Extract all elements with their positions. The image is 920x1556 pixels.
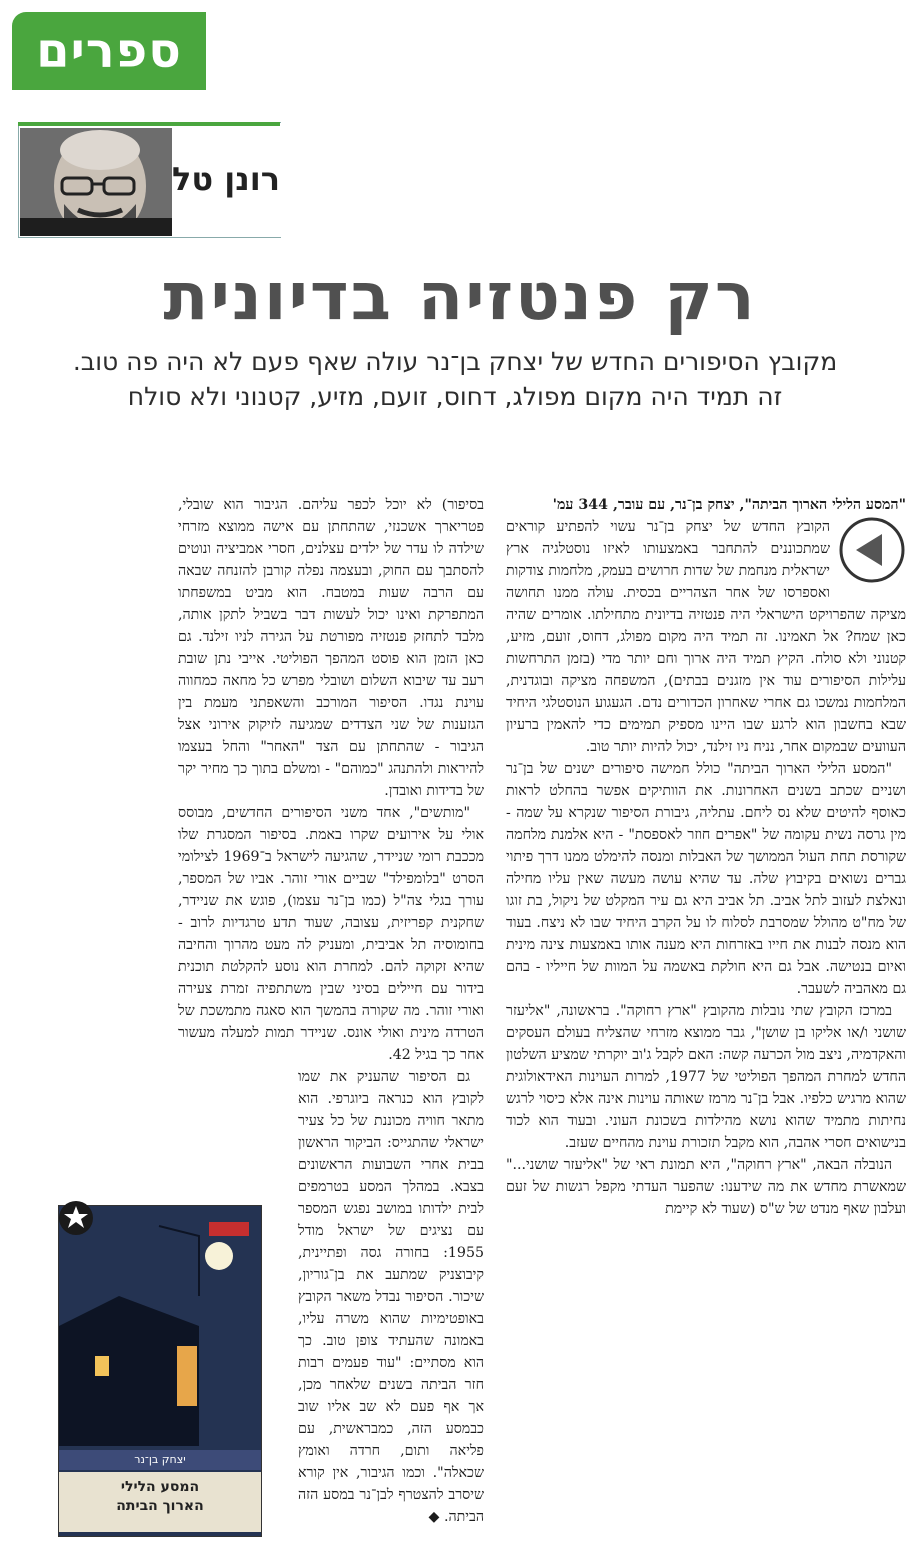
author-accent-bar <box>18 122 280 126</box>
subheadline <box>20 344 890 414</box>
book-cover-title-line-2: הארוך הביתה <box>116 1498 204 1514</box>
article-paragraph: "מותשים", אחד משני הסיפורים החדשים, מבוסס אולי על אירועים שקרו באמת. בסיפור המסגרת שלו מככבת רומי שניידר, שהגיעה לישראל ב־1969 לצילומי הסרט "בלומפילד" שביים אורי זוהר. אביו של המספר, עורך בגלי צה"ל (כמו בן־נר עצמו), פוגש את שניידר, שחקנית קפריזית, עצובה, שעוד תדע טרגדיות לרוב - בחומוסיה תל אביבית, ומעניק לה מעט מהרוך והחיבה שהיא זקוקה להם. למחרת הוא נוסע להקלטת תוכנית בידור עם חיילים בסיני שבין משתתפיה זמרת צעירה ואורי זוהר. מה שקורה בהמשך הוא סאגה מתמשכת של הטרדה מינית ואולי אונס. שניידר תמות למעלה מעשור אחר כך בגיל 42. <box>178 805 484 1063</box>
book-cover-title-line-1: המסע הלילי <box>120 1479 200 1495</box>
author-name: רונן טל <box>172 160 280 198</box>
subhead-line-1: מקובץ הסיפורים החדש של יצחק בן־נר עולה שאף פעם לא היה פה טוב. <box>72 347 838 376</box>
article-paragraph: "המסע הלילי הארוך הביתה" כולל חמישה סיפורים ישנים של בן־נר ושניים שכתב בשנים האחרונות. את הוותיקים אפשר בהחלט לראות כאוסף להיטים שלא נס ליחם. עתליה, גיבורת הסיפור שנקרא על שמה - מין גרסה נשית עקומה של "אפרים חוזר לאספסת" - היא אלמנת מלחמה שקורסת תחת העול הממושך של האבלות ומנסה להימלט ממנו דרך פיתוי גברים נשואים בקיבוץ שלה. עד שהיא עושה מעשה שאין עליו מחילה ונאלצת לעזוב לתל אביב. תל אביב היא גם עיר המקלט של ניקול, בת זוגו של מח"ט מהולל שמסרבת לסלוח לו על הקרב היחיד שבו לא ניצח. בעוד הוא מנסה לבנות את חייו באזרחות היא מענה אותו באמצעות צינה מינית ואיום בנטישה. אבל גם היא חולקת באשמה על המוות של חייליו - בהם גם מאהביה לשעבר. <box>506 761 906 997</box>
section-label <box>12 12 206 90</box>
article-paragraph: בסיפור) לא יוכל לכפר עליהם. הגיבור הוא שובלי, פטריארך אשכנזי, שהתחתן עם אישה ממוצא מזרחי שילדה לו עדר של ילדים עצלנים, חסרי אמביציה ונוטים להסתבך עם החוק, ובעצמה נפלה קורבן להזנחה שבאה עם הרבה שעות במטבח. הוא מביט במשפחתו המתפרקת ואינו יכול לעשות דבר בשביל לתקן אותה, מלבד לתחזק פנטזיה מפורטת על הגירה לניו זילנד. גם כאן הזמן הוא פוסט המהפך הפוליטי. אייבי נתן שובת רעב עד שיבוא השלום ושובלי מפרש כל מחאה כמחווה עוינת נגדו. הסיפור המורכב והשאפתני מעמת בין הגזענות של שני הצדדים שמגיעה לזיקוק אירוני אצל הגיבור - שהתחתן עם הצד "האחר" והחל בעצמו להיראות ולהתנהג "כמוהם" - ומשלם בתוך כך מחיר יקר של בדידות ואובדן. <box>178 497 484 799</box>
article-paragraph: הקובץ החדש של יצחק בן־נר עשוי להפתיע קוראים שמתכוננים להתחבר באמצעותו לאיזו נוסטלגיה ארץ ישראלית מנחמת של שדות חרושים בעמק, מלחמות צודקות ואספרסו של אחר הצהריים בכסית. עולה ממנו תחושה מציקה שהפרויקט הישראלי היה פנטזיה בדיונית מתחילתו. אומרים שהיה כאן שמח? אל תאמינו. זה תמיד היה מקום מפולג, דחוס, זועם, מזיע, קטנוני ולא סולח. הקיץ תמיד היה ארוך וחם יותר מדי (בזמן התרחשות עלילות הסיפורים עוד אין מזגנים בבתים), המשפחה מציקה ובוגדנית, המלחמות נמשכו גם אחרי שאחרון הכדורים נדם. הגעגוע הנוסטלגי היחיד שבא בחשבון הוא לרגע שבו היינו מספיק תמימים כדי להאמין ברעיון העוועים שבמקום אחר, נניח ניו זילנד, יכול להיות יותר טוב. <box>506 519 906 755</box>
article-paragraph: גם הסיפור שהעניק את שמו לקובץ הוא כנראה ביוגרפי. הוא מתאר חוויה מכוננת של כל צעיר ישראלי שהתגייס: הביקור הראשון בבית אחרי השבועות הראשונים בצבא. במהלך המסע בטרמפים לבית ילדותו במושב נפגש המספר עם נציגים של ישראל מודל 1955: בחורה גסה ופתיינית, קיבוצניק שמתעב את בן־גוריון, שיכור. הסיפור נבדל משאר הקובץ באופטימיות שהוא משרה עליו, באמונה שהעתיד צופן טוב. כך הוא מסתיים: "עוד פעמים רבות חזר הביתה בשנים שלאחר מכן, אך אף פעם לא שב אליו שוב כבמסע הזה, כמבראשית, עם פליאה ותום, חרדה ואומץ שכאלה". וכמו הגיבור, אין קורא שיסרב להצטרף לבן־נר במסע הזה הביתה. ◆ <box>298 1069 484 1525</box>
book-cover <box>58 1205 262 1537</box>
article-column-right <box>506 494 906 1220</box>
book-cover-title <box>59 1472 261 1532</box>
book-cover-author: יצחק בן־נר <box>59 1450 261 1470</box>
play-arrow-icon <box>838 516 906 584</box>
book-credit: "המסע הלילי הארוך הביתה", יצחק בן־נר, עם עובר, 344 עמ' <box>552 497 906 513</box>
author-photo <box>20 128 172 236</box>
star-badge-icon <box>58 1200 94 1236</box>
subhead-line-2: זה תמיד היה מקום מפולג, דחוס, זועם, מזיע, קטנוני ולא סולח <box>127 382 783 411</box>
section-label-text: ספרים <box>36 23 182 79</box>
article-paragraph: במרכז הקובץ שתי נובלות מהקובץ "ארץ רחוקה". בראשונה, "אליעזר שושני ו/או אליקו בן שושן", גבר ממוצא מזרחי שהצליח בעולם העסקים והאקדמיה, ניצב מול הכרעה קשה: האם לקבל ג'וב יוקרתי שמציע השלטון החדש למחרת המהפך הפוליטי של 1977, למרות העוינות האידאולוגית שהוא מרגיש כלפיו. אבל בן־נר מרמז שאותה עוינות אינה אלא כיסוי לרגש נחיתות מתמיד שהוא נושא מהילדות בשכונת העוני. ובעוד הוא לכוד בנישואים חסרי אהבה, הוא מקבל תזכורת עוינת מהחיים שעזב. <box>506 1003 906 1151</box>
article-paragraph: הנובלה הבאה, "ארץ רחוקה", היא תמונת ראי של "אליעזר שושני..." שמאשרת מחדש את מה שידענו: שהפער העדתי מקפל רגשות של זעם ועלבון שאף מנדט של ש"ס (שעוד לא קיימת <box>506 1157 906 1217</box>
headline: רק פנטזיה בדיונית <box>163 258 757 335</box>
